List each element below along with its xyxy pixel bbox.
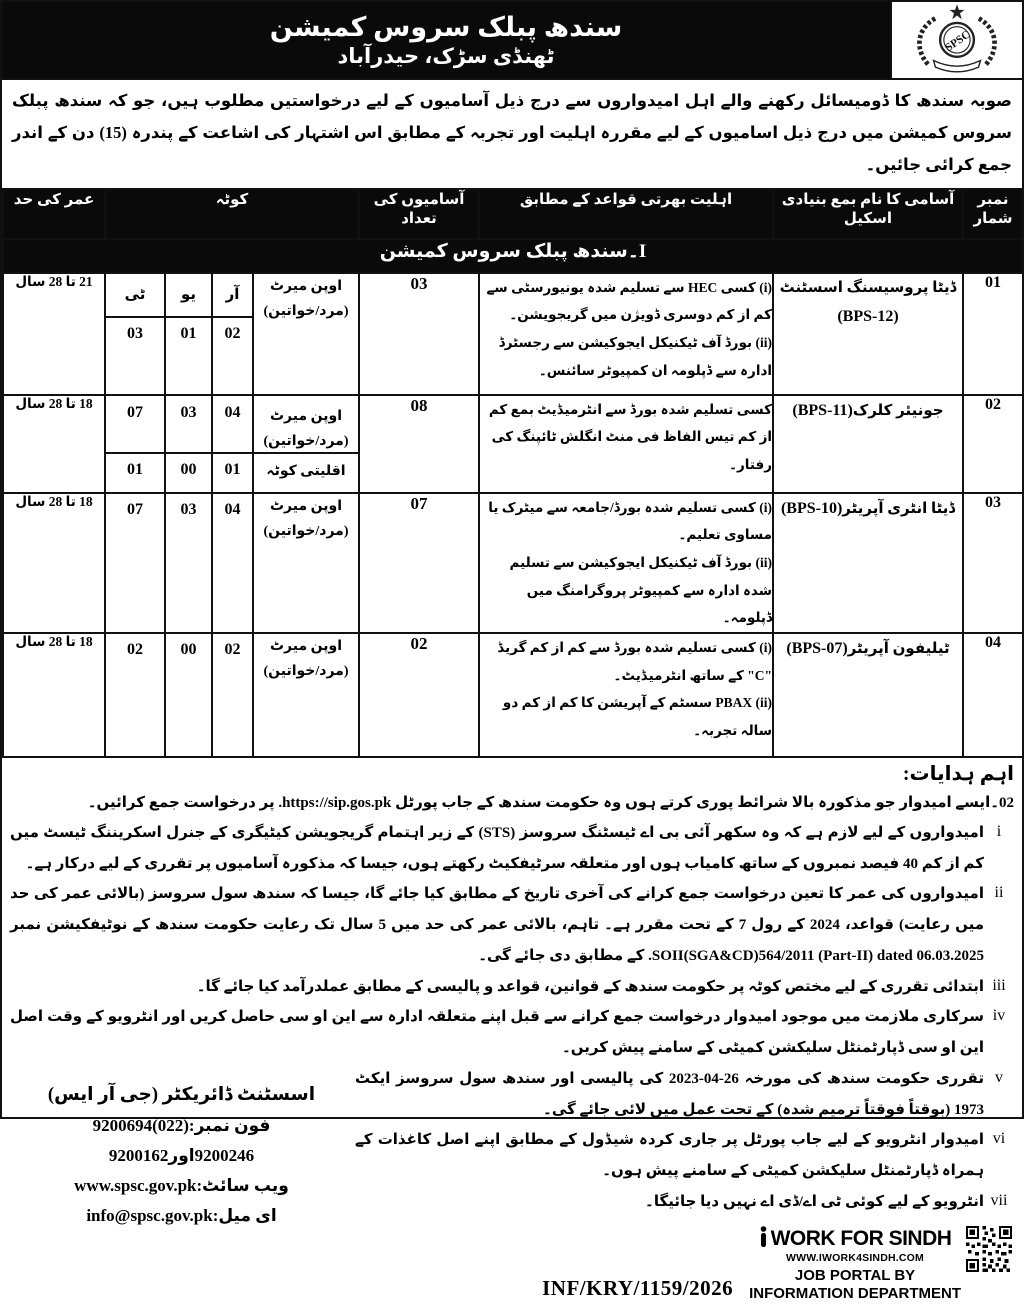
instruction-text: امیدواروں کے لیے لازم ہے کہ وہ سکھر آئی بی اے ٹیسٹنگ سروسز (STS) کے زیر اہتمام گریجویشن کیٹیگری کے جنرل اسکریننگ ٹیسٹ میں کم از کم 40 فیصد نمبروں کے ساتھ کامیاب ہوں اور متعلقہ سرٹیفکیٹ رکھتے ہوں، جیسا کہ مذکورہ آسامیوں پر تقرری کے لیے درکار ہے۔ <box>10 824 984 872</box>
quota-open-label-line: اوپن میرٹ <box>269 638 343 654</box>
instruction-text: سرکاری ملازمت میں موجود امیدوار درخواست جمع کرانے سے قبل اپنے متعلقہ ادارہ سے این او سی حاصل کریں اور انٹرویو کے وقت اصل این او سی ڈپارٹمنٹل سلیکشن کمیٹی کے سامنے پیش کریں۔ <box>10 1009 984 1057</box>
person-icon <box>759 1226 768 1252</box>
quota-r-value: 02 <box>224 324 241 342</box>
signatory-designation: اسسٹنٹ ڈائریکٹر (جی آر ایس) <box>47 1084 316 1105</box>
table-row <box>3 395 1023 493</box>
qr-code-icon <box>966 1226 1012 1277</box>
serial-cell: 04 <box>963 633 1023 757</box>
quota-open-label <box>253 633 359 757</box>
intro-paragraph: صوبہ سندھ کا ڈومیسائل رکھنے والے اہل امیدواروں سے درج ذیل آسامیوں کے لیے درخواستیں مطلوب ہیں، جو کہ سندھ پبلک سروس کمیشن میں درج ذیل اسامیوں کے لیے مقررہ اہلیت اور تجربہ کے مطابق اس اشتہار کی اشاعت کے پندرہ (15) دن کے اندر جمع کرائی جائیں۔ <box>12 91 1012 175</box>
col-post: آسامی کا نام بمع بنیادی اسکیل <box>773 189 963 239</box>
footer-row <box>355 1218 1014 1309</box>
age-limit: 18 تا 28 سال <box>3 633 105 757</box>
quota-open-label-line: (مرد/خواتین) <box>263 664 349 680</box>
quota-minority-label: اقلیتی کوٹہ <box>266 463 346 479</box>
wfs-line3: JOB PORTAL BY <box>794 1266 916 1284</box>
col-eligibility: اہلیت بھرتی قواعد کے مطابق <box>479 189 773 239</box>
spsc-crest-icon <box>896 2 1018 79</box>
instructions-heading: اہم ہدایات: <box>902 762 1014 785</box>
quota-t-header: ٹی <box>106 274 164 318</box>
quota-t-value: 07 <box>127 500 143 518</box>
recruitment-table <box>2 188 1024 758</box>
eligibility-line: (ii) بورڈ آف ٹیکنیکل ایجوکیشن سے تسلیم شدہ ادارہ سے کمپیوٹر پروگرامنگ میں ڈپلومہ۔ <box>509 554 772 626</box>
quota-r-value: 04 <box>224 500 241 518</box>
quota-t-minority-value: 01 <box>127 460 143 478</box>
quota-u-cell <box>165 493 212 633</box>
quota-u-minority-value: 00 <box>180 460 197 478</box>
quota-t-cell <box>105 273 165 395</box>
phone-number-2: 9200246اور9200162 <box>108 1146 255 1166</box>
section-banner <box>3 239 1023 273</box>
quota-r-header: آر <box>213 274 252 318</box>
table-row <box>3 273 1023 395</box>
instruction-marker: vii <box>990 1191 1008 1209</box>
instruction-text: امیدواروں کی عمر کا تعین درخواست جمع کرانے کی آخری تاریخ کے مطابق کیا جائے گا، جیسا کہ سندھ سول سروسز (بالائی عمر کی حد میں رعایت) قواعد، 2024 کے رول 7 کے تحت مقرر ہے۔ تاہم، بالائی عمر کی حد میں 5 سال تک رعایت حکومت سندھ کے نوٹیفکیشن نمبر SOII(SGA&CD)564/2011 (Part-II) dated 06.03.2025. کے مطابق دی جائے گی۔ <box>10 886 984 964</box>
quota-r-cell <box>212 493 253 633</box>
eligibility-line: (ii) PBAX سسٹم کے آپریشن کا کم از کم دو سالہ تجربہ۔ <box>502 695 772 738</box>
vacancies-count: 02 <box>359 633 479 757</box>
svg-text:SPSC: SPSC <box>943 27 973 54</box>
masthead <box>2 2 1022 80</box>
post-scale: (BPS-12) <box>837 308 899 326</box>
instruction-item <box>355 1064 1014 1126</box>
eligibility-cell <box>479 273 773 395</box>
eligibility-line: (ii) بورڈ آف ٹیکنیکل ایجوکیشن سے رجسٹرڈ ادارہ سے ڈپلومہ ان کمپیوٹر سائنس۔ <box>498 334 772 378</box>
instruction-marker: i <box>996 822 1002 840</box>
quota-open-label <box>254 396 358 454</box>
quota-u-value: 00 <box>180 640 197 658</box>
serial-cell: 03 <box>963 493 1023 633</box>
quota-r-cell <box>212 273 253 395</box>
quota-t-cell <box>105 493 165 633</box>
instruction-marker: v <box>995 1068 1003 1086</box>
wfs-url: WWW.IWORK4SINDH.COM <box>786 1251 924 1264</box>
quota-open-label-line: (مرد/خواتین) <box>263 433 349 449</box>
quota-open-label-line: اوپن میرٹ <box>269 408 343 424</box>
instruction-text: امیدوار انٹرویو کے لیے جاب پورٹل پر جاری کردہ شیڈول کے مطابق اپنے اصل کاغذات کے ہمراہ ڈپارٹمنٹل سلیکشن کمیٹی کے سامنے پیش ہوں۔ <box>355 1132 984 1180</box>
post-name: ڈیٹا انٹری آپریٹر <box>842 500 956 517</box>
quota-u-cell <box>165 273 212 395</box>
instruction-item <box>355 1125 1014 1187</box>
age-limit: 18 تا 28 سال <box>3 395 105 493</box>
post-cell <box>773 395 963 493</box>
quota-u-value: 01 <box>180 324 197 342</box>
instruction-item <box>10 818 1014 880</box>
post-name: جونیئر کلرک <box>852 402 944 419</box>
serial-cell: 02 <box>963 395 1023 493</box>
eligibility-cell <box>479 395 773 493</box>
vacancies-count: 03 <box>359 273 479 395</box>
work-for-sindh-logo <box>749 1226 1012 1303</box>
eligibility-line: (i) کسی تسلیم شدہ بورڈ سے کم از کم گریڈ "C" کے ساتھ انٹرمیڈیٹ۔ <box>497 639 772 683</box>
wfs-line4: INFORMATION DEPARTMENT <box>749 1284 961 1302</box>
quota-open-label <box>253 493 359 633</box>
table-row <box>3 493 1023 633</box>
quota-r-cell <box>212 633 253 757</box>
inf-number: INF/KRY/1159/2026 <box>542 1275 734 1300</box>
phone-number: فون نمبر:(022)9200694 <box>92 1116 271 1136</box>
bottom-instructions <box>355 1064 1014 1309</box>
post-cell <box>773 633 963 757</box>
quota-u-cell <box>165 633 212 757</box>
quota-t-value: 07 <box>106 396 164 454</box>
eligibility-cell <box>479 493 773 633</box>
instruction-marker: iv <box>992 1007 1006 1025</box>
age-limit: 18 تا 28 سال <box>3 493 105 633</box>
table-header-row <box>3 189 1023 239</box>
col-serial: نمبر شمار <box>963 189 1023 239</box>
quota-u-value: 03 <box>180 500 197 518</box>
quota-r-value: 04 <box>213 396 252 454</box>
org-name: سندھ پبلک سروس کمیشن <box>269 11 623 42</box>
eligibility-cell <box>479 633 773 757</box>
quota-r-minority-value: 01 <box>224 460 241 478</box>
post-cell <box>773 493 963 633</box>
serial-cell: 01 <box>963 273 1023 395</box>
eligibility-line: کسی تسلیم شدہ بورڈ سے انٹرمیڈیٹ بمع کم از کم تیس الفاظ فی منٹ انگلش ٹائپنگ کی رفتار۔ <box>488 401 772 472</box>
wfs-title-line <box>749 1226 961 1252</box>
post-scale: (BPS-11) <box>792 401 853 419</box>
instruction-marker: vi <box>992 1130 1006 1148</box>
quota-u-cell <box>165 395 212 493</box>
contact-block <box>10 1064 355 1309</box>
vacancies-count: 07 <box>359 493 479 633</box>
section-title: I۔سندھ پبلک سروس کمیشن <box>3 239 1023 273</box>
instruction-text: ابتدائی تقرری کے لیے مختص کوٹہ پر حکومت سندھ کے قوانین، قواعد و پالیسی کے مطابق عملدرآمد کیا جائے گا۔ <box>196 978 984 995</box>
instruction-item <box>355 1187 1014 1218</box>
instruction-item <box>10 972 1014 1003</box>
post-name: ٹیلیفون آپریٹر <box>847 640 950 657</box>
table-row <box>3 633 1023 757</box>
instruction-text: تقرری حکومت سندھ کی مورخہ 26-04-2023 کی پالیسی اور سندھ سول سروسز ایکٹ 1973 (بوقتاً فوقتاً ترمیم شدہ) کے تحت عمل میں لائی جائے گی۔ <box>355 1070 984 1118</box>
age-limit: 21 تا 28 سال <box>3 273 105 395</box>
quota-open-label-line: (مرد/خواتین) <box>263 303 349 319</box>
instructions-section <box>2 758 1022 1064</box>
col-vacancies: آسامیوں کی تعداد <box>359 189 479 239</box>
eligibility-line: (i) کسی HEC سے تسلیم شدہ یونیورسٹی سے کم از کم دوسری ڈویژن میں گریجویشن۔ <box>486 279 772 323</box>
instruction-marker: iii <box>992 976 1006 994</box>
quota-t-value: 03 <box>127 324 143 342</box>
quota-open-label <box>253 273 359 395</box>
email: ای میل:info@spsc.gov.pk <box>86 1205 277 1225</box>
quota-open-label-line: (مرد/خواتین) <box>263 523 349 539</box>
bottom-region <box>2 1064 1022 1309</box>
instruction-item: 02۔ایسے امیدوار جو مذکورہ بالا شرائط پوری کرتے ہوں وہ حکومت سندھ کے جاب پورٹل https://sip.gos.pk. پر درخواست جمع کرائیں۔ <box>87 794 1014 811</box>
wfs-text-block <box>749 1226 961 1303</box>
quota-r-cell <box>212 395 253 493</box>
eligibility-line: (i) کسی تسلیم شدہ بورڈ/جامعہ سے میٹرک یا مساوی تعلیم۔ <box>488 499 772 543</box>
header-banner <box>2 2 890 78</box>
instruction-item <box>10 879 1014 971</box>
vacancies-count: 08 <box>359 395 479 493</box>
quota-open-label-line: اوپن میرٹ <box>269 498 343 514</box>
post-cell <box>773 273 963 395</box>
quota-t-cell <box>105 395 165 493</box>
instruction-item <box>10 1002 1014 1064</box>
post-name: ڈیٹا پروسیسنگ اسسٹنٹ <box>779 279 957 296</box>
instruction-marker: ii <box>994 884 1004 902</box>
quota-open-label-line: اوپن میرٹ <box>269 278 343 294</box>
post-scale: (BPS-07) <box>786 639 848 657</box>
quota-label-cell <box>253 395 359 493</box>
logo-box <box>890 2 1022 78</box>
quota-t-value: 02 <box>127 640 143 658</box>
quota-u-value: 03 <box>166 396 211 454</box>
wfs-title-text: WORK FOR SINDH <box>770 1226 952 1250</box>
quota-u-header: یو <box>166 274 211 318</box>
quota-r-value: 02 <box>224 640 241 658</box>
col-age: عمر کی حد <box>3 189 105 239</box>
quota-t-cell <box>105 633 165 757</box>
website: ویب سائٹ:www.spsc.gov.pk <box>74 1175 289 1195</box>
col-quota: کوٹہ <box>105 189 359 239</box>
org-address: ٹھنڈی سڑک، حیدرآباد <box>337 44 555 69</box>
instruction-text: انٹرویو کے لیے کوئی ٹی اے/ڈی اے نہیں دیا جائیگا۔ <box>645 1193 984 1210</box>
post-scale: (BPS-10) <box>780 499 843 517</box>
